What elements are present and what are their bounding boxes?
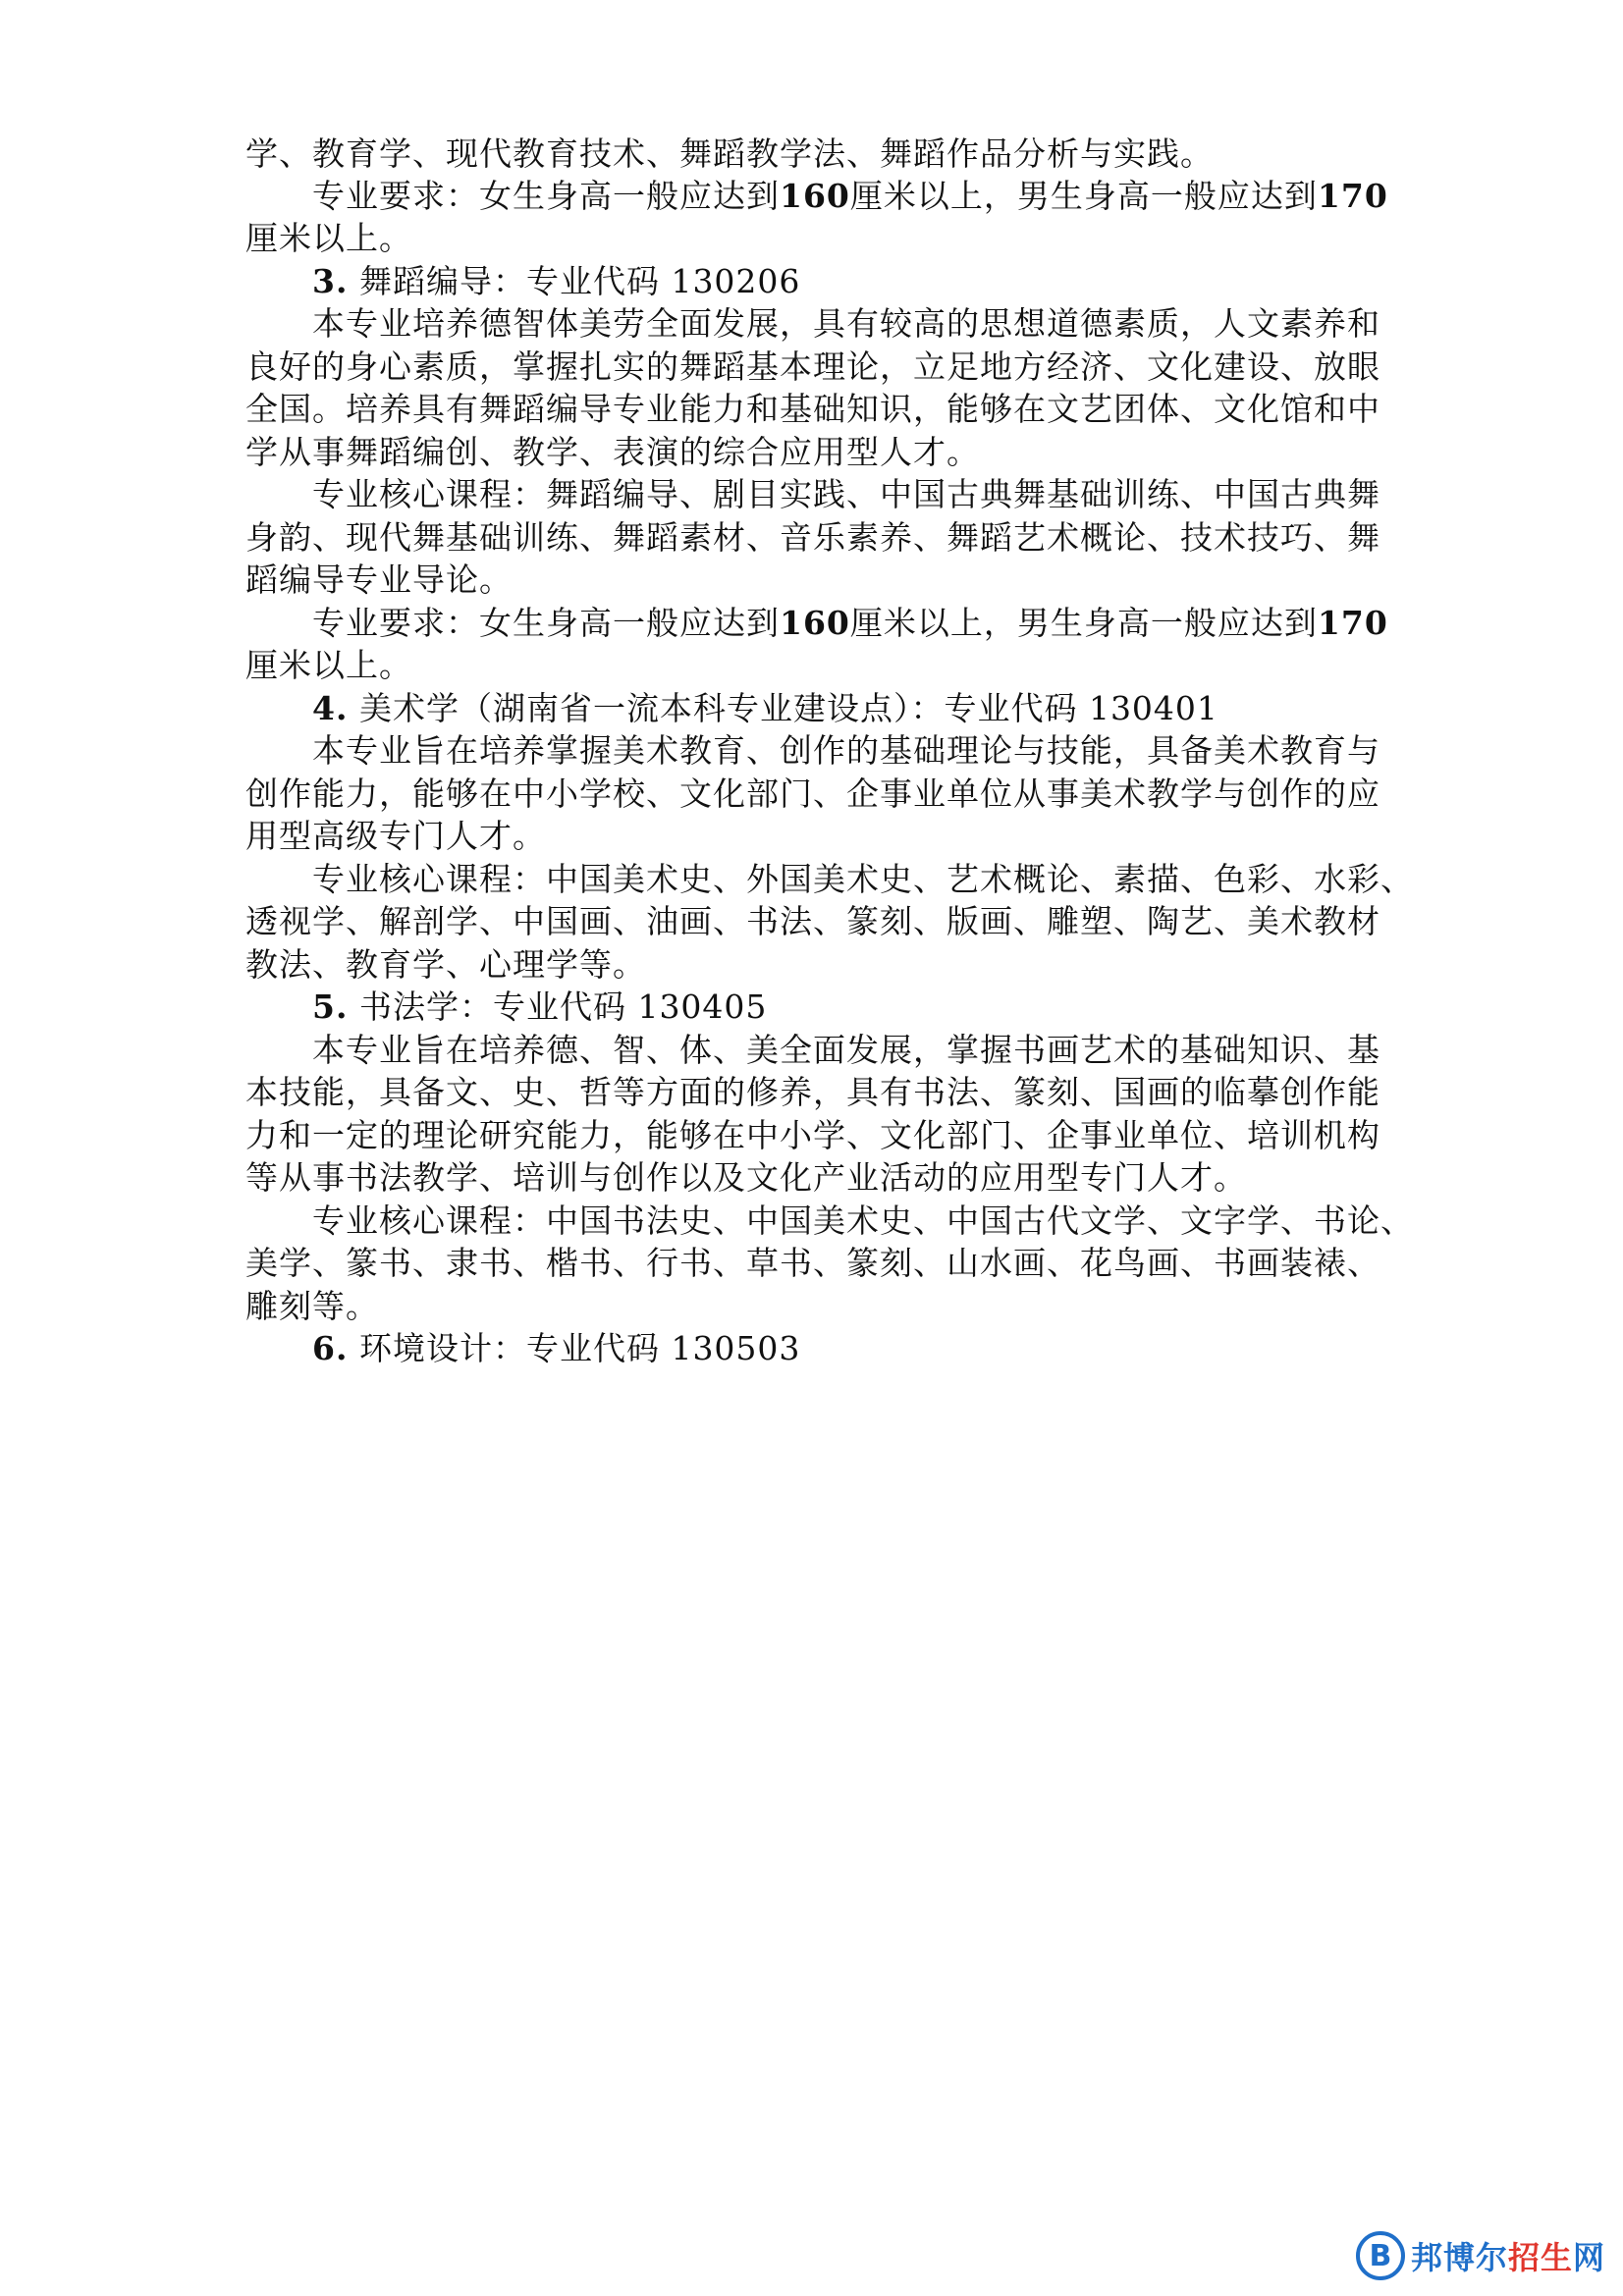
watermark-logo [1356, 2231, 1605, 2280]
section-heading [312, 687, 1218, 730]
text-line: 创作能力，能够在中小学校、文化部门、企事业单位从事美术教学与创作的应 [245, 774, 1380, 813]
text-line: 专业核心课程：舞蹈编导、剧目实践、中国古典舞基础训练、中国古典舞 [312, 475, 1380, 513]
section-title: 书法学：专业代码 130405 [358, 988, 768, 1026]
section-heading [312, 260, 800, 303]
text-line: 教法、教育学、心理学等。 [245, 945, 646, 984]
text-line: 本专业培养德智体美劳全面发展，具有较高的思想道德素质，人文素养和 [312, 304, 1380, 343]
section-number: 3. [312, 262, 349, 300]
text-segment: 专业要求：女生身高一般应达到 [312, 177, 780, 215]
text-line: 专业核心课程：中国书法史、中国美术史、中国古代文学、文字学、书论、 [312, 1201, 1414, 1240]
section-number: 6. [312, 1329, 349, 1367]
text-line: 身韵、现代舞基础训练、舞蹈素材、音乐素养、舞蹈艺术概论、技术技巧、舞 [245, 518, 1380, 557]
text-segment: 专业要求：女生身高一般应达到 [312, 604, 780, 642]
text-line: 学从事舞蹈编创、教学、表演的综合应用型人才。 [245, 433, 980, 471]
text-line: 美学、篆书、隶书、楷书、行书、草书、篆刻、山水画、花鸟画、书画装裱、 [245, 1244, 1380, 1282]
text-line: 透视学、解剖学、中国画、油画、书法、篆刻、版画、雕塑、陶艺、美术教材 [245, 902, 1380, 940]
text-line: 全国。培养具有舞蹈编导专业能力和基础知识，能够在文艺团体、文化馆和中 [245, 390, 1380, 428]
watermark-text-part: 网 [1572, 2239, 1605, 2276]
text-line: 用型高级专门人才。 [245, 817, 546, 855]
b-logo-icon: B [1356, 2231, 1405, 2280]
text-line: 厘米以上。 [245, 219, 412, 257]
text-segment: 厘米以上，男生身高一般应达到 [849, 604, 1318, 642]
height-male: 170 [1317, 604, 1388, 642]
section-title: 美术学（湖南省一流本科专业建设点）：专业代码 130401 [358, 689, 1218, 727]
text-line: 等从事书法教学、培训与创作以及文化产业活动的应用型专门人才。 [245, 1158, 1247, 1197]
text-line: 力和一定的理论研究能力，能够在中小学、文化部门、企事业单位、培训机构 [245, 1116, 1380, 1154]
section-title: 舞蹈编导：专业代码 130206 [358, 262, 801, 300]
section-number: 5. [312, 988, 349, 1026]
text-line [312, 175, 1388, 218]
text-line: 专业核心课程：中国美术史、外国美术史、艺术概论、素描、色彩、水彩、 [312, 860, 1414, 898]
text-line: 蹈编导专业导论。 [245, 561, 513, 599]
text-line: 雕刻等。 [245, 1287, 379, 1325]
section-heading [312, 1327, 800, 1370]
text-line: 本专业旨在培养德、智、体、美全面发展，掌握书画艺术的基础知识、基 [312, 1031, 1380, 1069]
watermark-text-part: 邦博尔 [1410, 2239, 1508, 2276]
height-male: 170 [1317, 177, 1388, 215]
text-line [312, 602, 1388, 645]
text-line: 厘米以上。 [245, 646, 412, 684]
text-line: 学、教育学、现代教育技术、舞蹈教学法、舞蹈作品分析与实践。 [245, 134, 1214, 173]
text-segment: 厘米以上，男生身高一般应达到 [849, 177, 1318, 215]
height-female: 160 [780, 604, 850, 642]
watermark-text [1411, 2233, 1605, 2278]
watermark-text-part: 招生 [1507, 2239, 1573, 2276]
height-female: 160 [780, 177, 850, 215]
text-line: 本技能，具备文、史、哲等方面的修养，具有书法、篆刻、国画的临摹创作能 [245, 1073, 1380, 1111]
section-title: 环境设计：专业代码 130503 [358, 1329, 801, 1367]
text-line: 本专业旨在培养掌握美术教育、创作的基础理论与技能，具备美术教育与 [312, 731, 1380, 770]
section-heading [312, 986, 767, 1029]
section-number: 4. [312, 689, 349, 727]
text-line: 良好的身心素质，掌握扎实的舞蹈基本理论，立足地方经济、文化建设、放眼 [245, 347, 1380, 386]
